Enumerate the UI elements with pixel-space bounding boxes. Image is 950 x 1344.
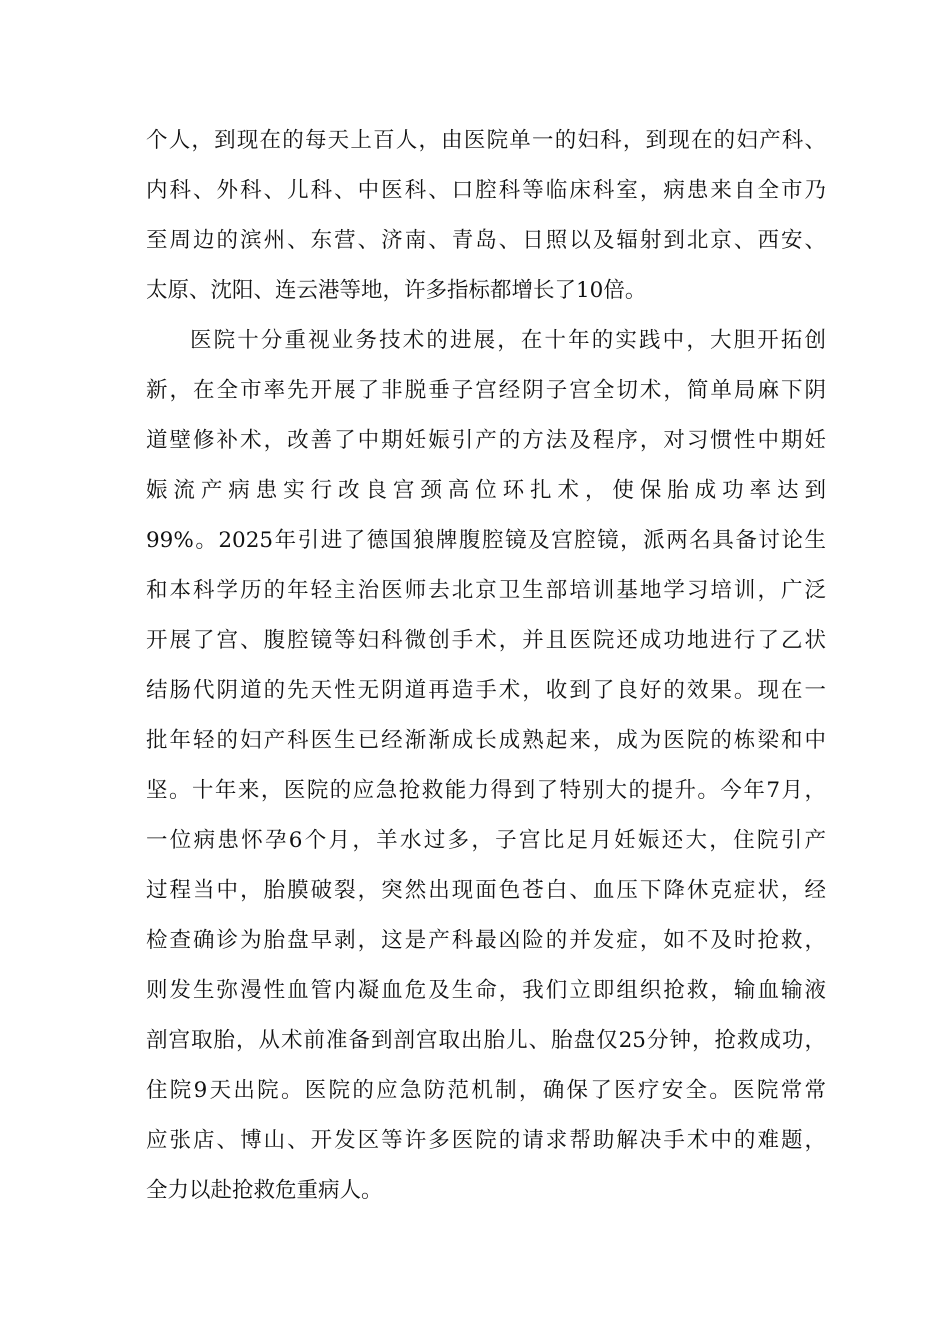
text-line: 过程当中，胎膜破裂，突然出现面色苍白、血压下降休克症状，经 bbox=[146, 878, 826, 903]
text-line: 内科、外科、儿科、中医科、口腔科等临床科室，病患来自全市乃 bbox=[146, 178, 826, 203]
text-line: 新，在全市率先开展了非脱垂子宫经阴子宫全切术，简单局麻下阴 bbox=[146, 378, 826, 403]
text-line: 则发生弥漫性血管内凝血危及生命，我们立即组织抢救，输血输液 bbox=[146, 978, 826, 1003]
text-line: 开展了宫、腹腔镜等妇科微创手术，并且医院还成功地进行了乙状 bbox=[146, 628, 826, 653]
text-line: 剖宫取胎，从术前准备到剖宫取出胎儿、胎盘仅25分钟，抢救成功， bbox=[146, 1028, 826, 1053]
text-line: 应张店、博山、开发区等许多医院的请求帮助解决手术中的难题， bbox=[146, 1128, 826, 1153]
text-line: 个人，到现在的每天上百人，由医院单一的妇科，到现在的妇产科、 bbox=[146, 128, 826, 153]
text-line: 至周边的滨州、东营、济南、青岛、日照以及辐射到北京、西安、 bbox=[146, 228, 826, 253]
text-line: 和本科学历的年轻主治医师去北京卫生部培训基地学习培训，广泛 bbox=[146, 578, 826, 603]
text-line: 99%。2025年引进了德国狼牌腹腔镜及宫腔镜，派两名具备讨论生 bbox=[146, 528, 826, 553]
text-line: 娠流产病患实行改良宫颈高位环扎术，使保胎成功率达到 bbox=[146, 478, 826, 503]
paragraph-1 bbox=[146, 116, 826, 316]
text-line: 道壁修补术，改善了中期妊娠引产的方法及程序，对习惯性中期妊 bbox=[146, 428, 826, 453]
text-line: 医院十分重视业务技术的进展，在十年的实践中，大胆开拓创 bbox=[190, 328, 826, 353]
document-body bbox=[146, 116, 826, 1216]
text-line: 坚。十年来，医院的应急抢救能力得到了特别大的提升。今年7月， bbox=[146, 778, 826, 803]
text-line: 一位病患怀孕6个月，羊水过多，子宫比足月妊娠还大，住院引产 bbox=[146, 828, 826, 853]
paragraph-2 bbox=[146, 316, 826, 1216]
text-line: 批年轻的妇产科医生已经渐渐成长成熟起来，成为医院的栋梁和中 bbox=[146, 728, 826, 753]
text-line: 检查确诊为胎盘早剥，这是产科最凶险的并发症，如不及时抢救， bbox=[146, 928, 826, 953]
text-line: 全力以赴抢救危重病人。 bbox=[146, 1178, 383, 1203]
text-line: 住院9天出院。医院的应急防范机制，确保了医疗安全。医院常常 bbox=[146, 1078, 826, 1103]
text-line: 结肠代阴道的先天性无阴道再造手术，收到了良好的效果。现在一 bbox=[146, 678, 826, 703]
text-line: 太原、沈阳、连云港等地，许多指标都增长了10倍。 bbox=[146, 278, 647, 303]
